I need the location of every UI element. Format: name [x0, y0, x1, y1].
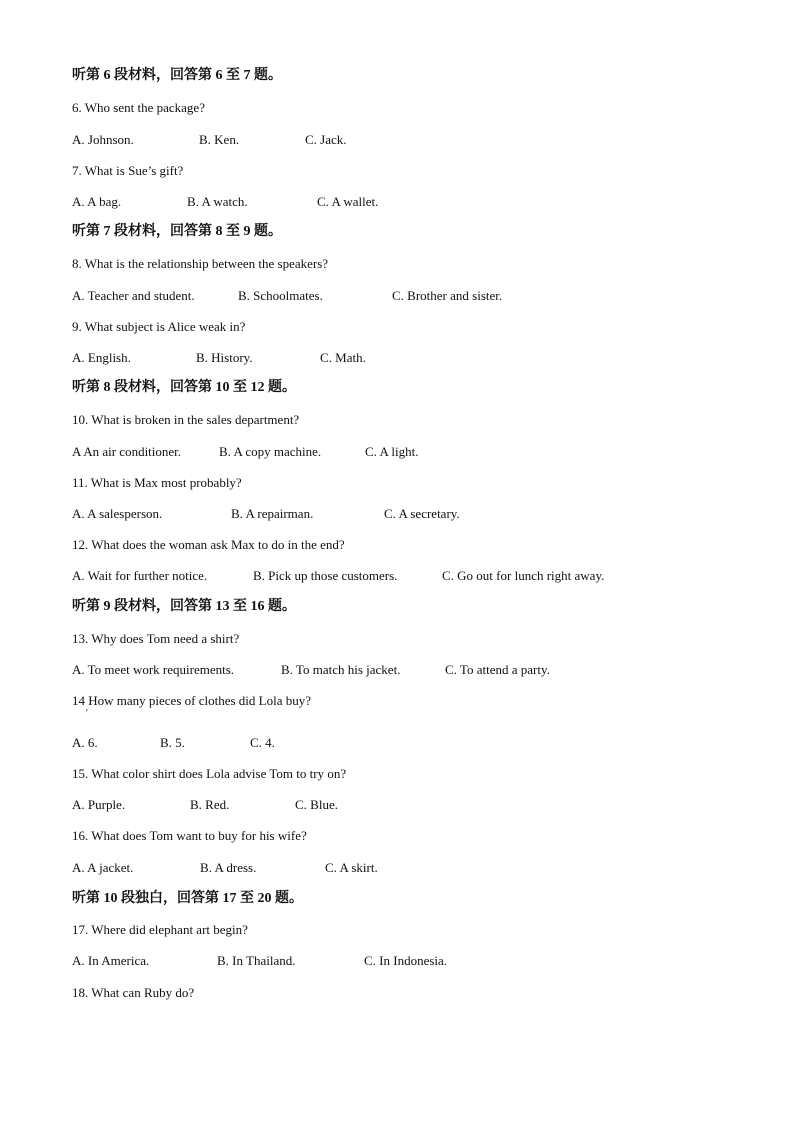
option-c: C. In Indonesia. [364, 953, 448, 968]
question-text: 9. What subject is Alice weak in? [72, 319, 246, 334]
option-a: A. To meet work requirements. [72, 662, 235, 677]
option-b: B. A copy machine. [219, 444, 322, 459]
question-text: 7. What is Sue’s gift? [72, 163, 184, 178]
option-c: C. A skirt. [325, 860, 378, 875]
section-heading: 听第 6 段材料，回答第 6 至 7 题。 [72, 68, 282, 83]
option-c: C. Math. [320, 350, 366, 365]
option-c: C. Blue. [295, 797, 338, 812]
question-text: 15. What color shirt does Lola advise Tom to try on? [72, 766, 347, 781]
question-text: 16. What does Tom want to buy for his wife? [72, 828, 307, 843]
option-a: A. A salesperson. [72, 506, 163, 521]
option-a: A. Johnson. [72, 132, 134, 147]
option-a: A. A bag. [72, 194, 122, 209]
question-text: 13. Why does Tom need a shirt? [72, 631, 240, 646]
stray-mark: ' [86, 708, 88, 719]
option-c: C. Brother and sister. [392, 288, 503, 303]
option-b: B. A repairman. [231, 506, 314, 521]
option-b: B. A dress. [200, 860, 257, 875]
question-text: 11. What is Max most probably? [72, 475, 242, 490]
section-heading: 听第 10 段独白，回答第 17 至 20 题。 [72, 891, 303, 906]
option-a: A. In America. [72, 953, 150, 968]
question-text: 10. What is broken in the sales department? [72, 412, 300, 427]
option-b: B. A watch. [187, 194, 248, 209]
question-text: 12. What does the woman ask Max to do in the end? [72, 537, 345, 552]
section-heading: 听第 8 段材料，回答第 10 至 12 题。 [72, 380, 296, 395]
option-b: B. Red. [190, 797, 230, 812]
option-a: A An air conditioner. [72, 444, 182, 459]
question-text: 14 How many pieces of clothes did Lola buy? [72, 693, 311, 708]
option-b: B. Pick up those customers. [253, 568, 398, 583]
option-b: B. To match his jacket. [281, 662, 401, 677]
question-text: 17. Where did elephant art begin? [72, 922, 248, 937]
section-heading: 听第 7 段材料，回答第 8 至 9 题。 [72, 224, 282, 239]
option-c: C. A light. [365, 444, 419, 459]
option-b: B. Ken. [199, 132, 240, 147]
option-a: A. Wait for further notice. [72, 568, 208, 583]
option-b: B. Schoolmates. [238, 288, 323, 303]
option-c: C. 4. [250, 735, 275, 750]
option-b: B. In Thailand. [217, 953, 296, 968]
option-b: B. 5. [160, 735, 185, 750]
option-c: C. A wallet. [317, 194, 379, 209]
section-heading: 听第 9 段材料，回答第 13 至 16 题。 [72, 599, 296, 614]
option-c: C. A secretary. [384, 506, 460, 521]
question-text: 18. What can Ruby do? [72, 985, 195, 1000]
option-c: C. Go out for lunch right away. [442, 568, 605, 583]
option-a: A. 6. [72, 735, 98, 750]
option-a: A. A jacket. [72, 860, 134, 875]
question-text: 6. Who sent the package? [72, 100, 205, 115]
option-a: A. Purple. [72, 797, 126, 812]
option-a: A. Teacher and student. [72, 288, 195, 303]
option-a: A. English. [72, 350, 131, 365]
option-c: C. To attend a party. [445, 662, 550, 677]
option-c: C. Jack. [305, 132, 347, 147]
question-text: 8. What is the relationship between the speakers? [72, 256, 329, 271]
option-b: B. History. [196, 350, 253, 365]
